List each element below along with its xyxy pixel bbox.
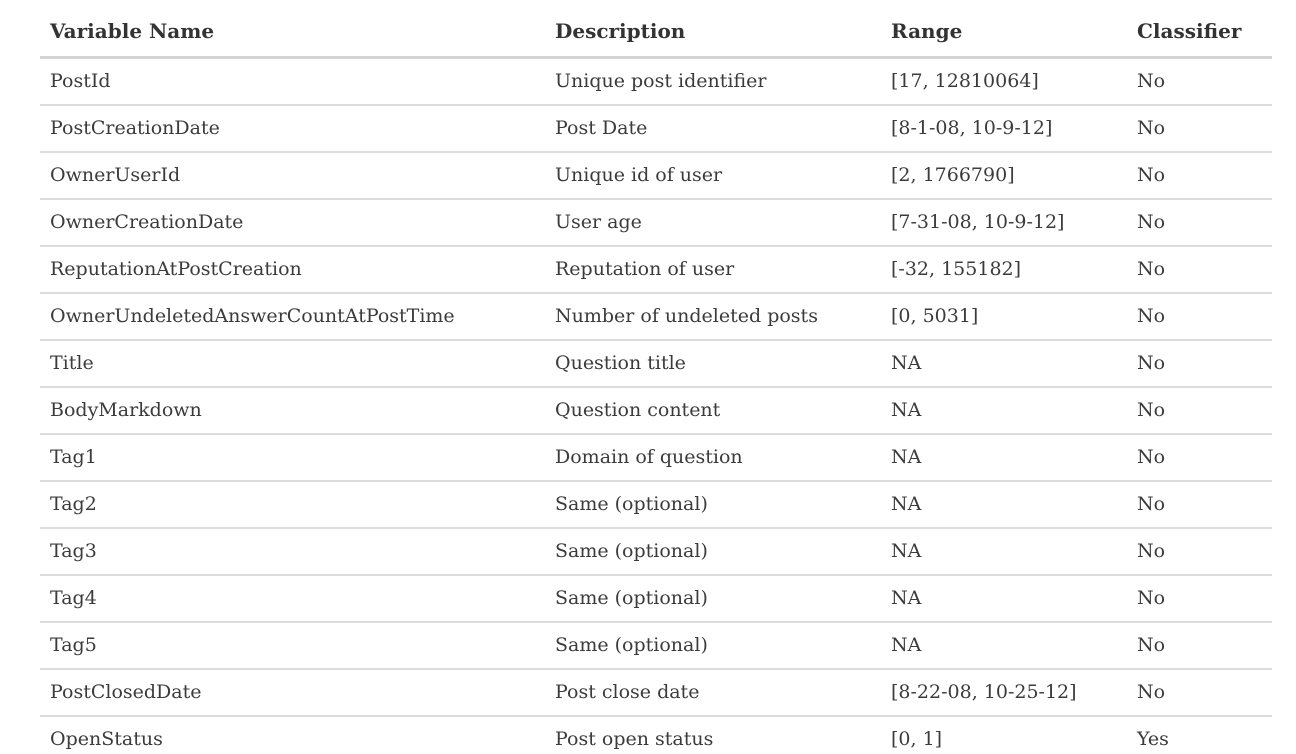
cell-classifier: No: [1127, 105, 1272, 152]
cell-classifier: No: [1127, 58, 1272, 106]
column-header-description: Description: [545, 8, 881, 58]
cell-variable-name: Tag2: [40, 481, 545, 528]
table-row: [40, 622, 1272, 669]
cell-variable-name: PostId: [40, 58, 545, 106]
column-header-classifier: Classifier: [1127, 8, 1272, 58]
cell-description: Question title: [545, 340, 881, 387]
cell-description: Same (optional): [545, 481, 881, 528]
cell-range: [8-1-08, 10-9-12]: [881, 105, 1127, 152]
table-header: [40, 8, 1272, 58]
cell-classifier: No: [1127, 434, 1272, 481]
cell-range: [7-31-08, 10-9-12]: [881, 199, 1127, 246]
table-row: [40, 575, 1272, 622]
cell-classifier: No: [1127, 669, 1272, 716]
table-row: [40, 387, 1272, 434]
cell-range: [17, 12810064]: [881, 58, 1127, 106]
cell-description: Question content: [545, 387, 881, 434]
cell-variable-name: OpenStatus: [40, 716, 545, 754]
cell-range: NA: [881, 528, 1127, 575]
table-header-row: [40, 8, 1272, 58]
cell-description: Unique id of user: [545, 152, 881, 199]
cell-variable-name: OwnerUserId: [40, 152, 545, 199]
cell-variable-name: Tag3: [40, 528, 545, 575]
variables-table: [40, 8, 1272, 754]
cell-description: Post close date: [545, 669, 881, 716]
cell-classifier: No: [1127, 246, 1272, 293]
cell-description: Same (optional): [545, 528, 881, 575]
cell-variable-name: PostClosedDate: [40, 669, 545, 716]
cell-range: [2, 1766790]: [881, 152, 1127, 199]
cell-variable-name: Title: [40, 340, 545, 387]
table-row: [40, 528, 1272, 575]
cell-classifier: No: [1127, 622, 1272, 669]
table-row: [40, 246, 1272, 293]
cell-range: [8-22-08, 10-25-12]: [881, 669, 1127, 716]
table-row: [40, 293, 1272, 340]
cell-description: Number of undeleted posts: [545, 293, 881, 340]
cell-range: NA: [881, 622, 1127, 669]
cell-variable-name: BodyMarkdown: [40, 387, 545, 434]
cell-variable-name: OwnerCreationDate: [40, 199, 545, 246]
cell-classifier: No: [1127, 481, 1272, 528]
cell-variable-name: Tag4: [40, 575, 545, 622]
cell-classifier: Yes: [1127, 716, 1272, 754]
cell-description: Same (optional): [545, 575, 881, 622]
cell-description: Unique post identifier: [545, 58, 881, 106]
cell-classifier: No: [1127, 199, 1272, 246]
cell-classifier: No: [1127, 293, 1272, 340]
table-row: [40, 340, 1272, 387]
cell-classifier: No: [1127, 387, 1272, 434]
cell-classifier: No: [1127, 340, 1272, 387]
cell-description: Same (optional): [545, 622, 881, 669]
table-row: [40, 716, 1272, 754]
table-row: [40, 58, 1272, 106]
cell-variable-name: Tag5: [40, 622, 545, 669]
cell-range: NA: [881, 434, 1127, 481]
column-header-variable-name: Variable Name: [40, 8, 545, 58]
cell-description: User age: [545, 199, 881, 246]
cell-classifier: No: [1127, 528, 1272, 575]
cell-classifier: No: [1127, 575, 1272, 622]
table-row: [40, 434, 1272, 481]
table-row: [40, 669, 1272, 716]
cell-range: [0, 1]: [881, 716, 1127, 754]
table-row: [40, 481, 1272, 528]
table-row: [40, 152, 1272, 199]
cell-range: NA: [881, 340, 1127, 387]
cell-variable-name: OwnerUndeletedAnswerCountAtPostTime: [40, 293, 545, 340]
cell-description: Domain of question: [545, 434, 881, 481]
cell-variable-name: ReputationAtPostCreation: [40, 246, 545, 293]
cell-range: [0, 5031]: [881, 293, 1127, 340]
cell-range: NA: [881, 481, 1127, 528]
cell-variable-name: Tag1: [40, 434, 545, 481]
table-row: [40, 105, 1272, 152]
cell-description: Reputation of user: [545, 246, 881, 293]
table-row: [40, 199, 1272, 246]
cell-description: Post Date: [545, 105, 881, 152]
cell-description: Post open status: [545, 716, 881, 754]
cell-range: NA: [881, 575, 1127, 622]
table-body: [40, 58, 1272, 754]
column-header-range: Range: [881, 8, 1127, 58]
cell-variable-name: PostCreationDate: [40, 105, 545, 152]
cell-range: [-32, 155182]: [881, 246, 1127, 293]
cell-range: NA: [881, 387, 1127, 434]
cell-classifier: No: [1127, 152, 1272, 199]
